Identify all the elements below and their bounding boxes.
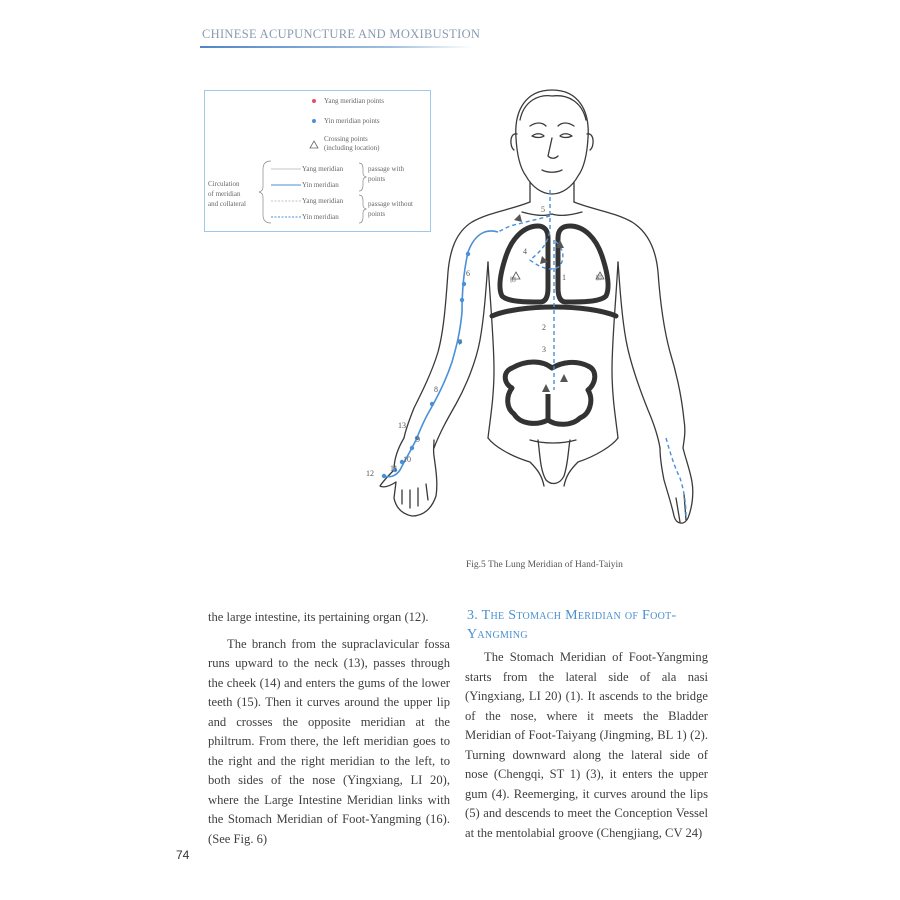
left-paragraph-1: the large intestine, its pertaining organ (12). — [208, 610, 429, 624]
legend-passage-without-2: points — [368, 210, 386, 218]
label-9: 9 — [416, 435, 420, 444]
meridian-arm-path — [384, 231, 498, 477]
figure-number-labels — [366, 205, 602, 478]
right-paragraph-1: The Stomach Meridian of Foot-Yangming starts from the lateral side of ala nasi (Yingxiang, LI 20) (1). It ascends to the bridge of the nose, where it meets the Bladder Meridian of Foot-Taiyang (Jingming, BL 1) (2). Turning downward along the lateral side of nose (Chengqi, ST 1) (3), it enters the upper gum (4). Reemerging, it curves around the lips (5) and descends to meet the Conception Vessel at the mentolabial groove (Chengjiang, CV 24) — [465, 650, 708, 840]
figure-caption: Fig.5 The Lung Meridian of Hand-Taiyin — [466, 560, 623, 570]
label-12: 12 — [366, 469, 374, 478]
label-2: 2 — [542, 323, 546, 332]
label-4: 4 — [523, 247, 527, 256]
label-1: 1 — [562, 273, 566, 282]
legend-circulation-3: and collateral — [208, 200, 246, 208]
running-head: CHINESE ACUPUNCTURE AND MOXIBUSTION — [202, 27, 481, 41]
page-number: 74 — [176, 848, 190, 862]
large-intestine — [505, 362, 595, 424]
label-10: 10 — [403, 455, 411, 464]
right-column — [465, 648, 708, 843]
legend-passage-with-1: passage with — [368, 165, 404, 173]
label-5: 5 — [541, 205, 545, 214]
legend-yang-meridian-2: Yang meridian — [302, 197, 344, 205]
legend-yang-points: Yang meridian points — [324, 97, 384, 105]
legend-yin-meridian-2: Yin meridian — [302, 213, 339, 221]
left-paragraph-2: The branch from the supraclavicular fossa runs upward to the neck (13), passes through the cheek (14) and enters the gums of the lower teeth (15). Then it curves around the upper lip and crosses the opposite meridian at the philtrum. From there, the left meridian goes to the right and the right meridian to the left, to both sides of the nose (Yingxiang, LI 20), where the Large Intestine Meridian links with the Stomach Meridian of Foot-Yangming (16). (See Fig. 6) — [208, 636, 450, 846]
label-8: 8 — [434, 385, 438, 394]
label-13: 13 — [398, 421, 406, 430]
legend-circulation-2: of meridian — [208, 190, 241, 198]
legend-crossing-1: Crossing points — [324, 135, 368, 143]
legend-passage-with-2: points — [368, 175, 386, 183]
lung-right-label: 肺 — [510, 278, 517, 284]
legend-circulation-1: Circulation — [208, 180, 240, 188]
legend-yin-points: Yin meridian points — [324, 117, 380, 125]
legend-yin-meridian-1: Yin meridian — [302, 181, 339, 189]
label-3: 3 — [542, 345, 546, 354]
label-7: 7 — [458, 338, 462, 347]
meridian-points — [382, 252, 470, 478]
left-column — [208, 608, 450, 849]
legend-yang-meridian-1: Yang meridian — [302, 165, 344, 173]
lung-left-label: 肺 — [596, 276, 603, 282]
legend-crossing-2: (including location) — [324, 144, 380, 152]
label-6: 6 — [466, 269, 470, 278]
legend-passage-without-1: passage without — [368, 200, 413, 208]
section-heading: 3. The Stomach Meridian of Foot-Yangming — [467, 608, 677, 642]
label-11: 11 — [390, 464, 398, 473]
